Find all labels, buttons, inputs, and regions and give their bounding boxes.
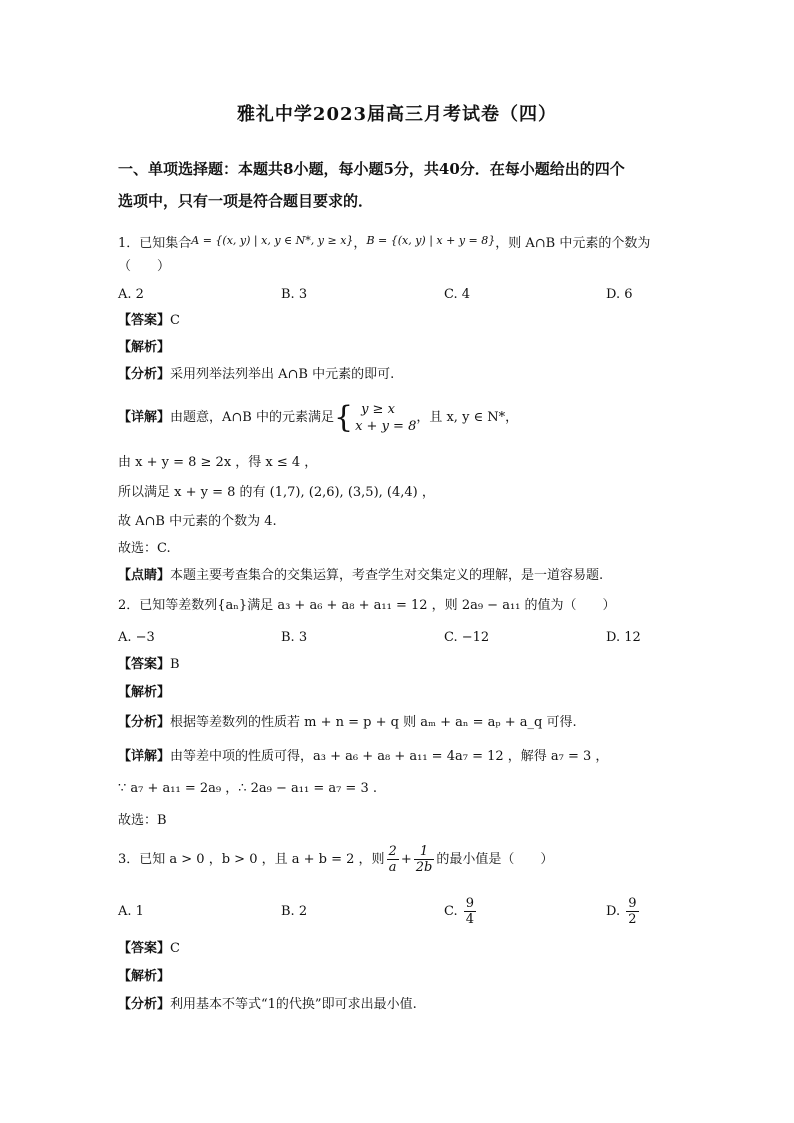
q1-option-b: B. 3: [281, 287, 308, 302]
q3-option-b: B. 2: [281, 904, 308, 919]
q1-comma: ，: [353, 236, 367, 251]
q1-set-b: B = {(x, y) | x + y = 8}: [366, 234, 496, 247]
detail-tag: 【详解】: [118, 410, 171, 425]
q1-stem: [118, 232, 650, 253]
q3-answer: [118, 940, 180, 958]
q2-analysis-tag: 【解析】: [118, 685, 171, 700]
q2-detail-line2: ∵ a₇ + a₁₁ = 2a₉ ，∴ 2a₉ − a₁₁ = a₇ = 3 .: [118, 781, 377, 796]
q2-detail-text: 由等差中项的性质可得，a₃ + a₆ + a₈ + a₁₁ = 4a₇ = 12 ，解得 a₇ = 3 ，: [170, 749, 609, 764]
q1-detail: [118, 396, 518, 440]
q2-answer-value: B: [170, 657, 180, 672]
q1-analysis-tag: 【解析】: [118, 340, 171, 355]
q2-choose: 故选：B: [118, 813, 167, 828]
q1-choose: 故选：C.: [118, 541, 171, 556]
q1-fenxi-text: 采用列举法列举出 A∩B 中元素的即可.: [170, 367, 395, 382]
q2-detail: [118, 748, 608, 766]
q3-analysis-tag: 【解析】: [118, 969, 171, 984]
q3-stem-prefix: 3．已知 a > 0 ，b > 0 ，且 a + b = 2 ，则: [118, 852, 385, 867]
q3-answer-value: C: [170, 941, 180, 956]
q3-fenxi: [118, 996, 417, 1014]
q1-option-d: D. 6: [606, 287, 633, 302]
q1-detail-suffix: ，且 x, y ∈ N*，: [416, 410, 519, 425]
q2-option-b: B. 3: [281, 630, 308, 645]
q3-stem: [118, 840, 553, 880]
q1-comment: [118, 567, 603, 585]
q2-option-a: A. −3: [118, 630, 155, 645]
q2-stem: 2．已知等差数列{aₙ}满足 a₃ + a₆ + a₈ + a₁₁ = 12 ，则 2a₉ − a₁₁ 的值为（ ）: [118, 598, 616, 613]
q1-stem-prefix: 1．已知集合: [118, 236, 192, 251]
q3-plus: +: [400, 852, 412, 867]
fenxi-tag: 【分析】: [118, 715, 171, 730]
comment-tag: 【点睛】: [118, 568, 171, 583]
q1-stem-suffix: ，则 A∩B 中元素的个数为: [495, 236, 651, 251]
q2-option-d: D. 12: [606, 630, 641, 645]
q3-option-d-fraction: $\frac{9}{2}$: [628, 896, 637, 927]
section-heading-line2: 选项中，只有一项是符合题目要求的．: [118, 192, 374, 210]
q1-detail-line4: 所以满足 x + y = 8 的有 (1,7), (2,6), (3,5), (4,4) ，: [118, 485, 435, 500]
q1-comment-text: 本题主要考查集合的交集运算，考查学生对交集定义的理解，是一道容易题.: [170, 568, 604, 583]
q3-option-a: A. 1: [118, 904, 144, 919]
q1-paren: （ ）: [118, 259, 171, 274]
system-brace: {: [333, 399, 354, 435]
q1-answer: [118, 312, 180, 330]
detail-tag: 【详解】: [118, 749, 171, 764]
q3-option-c: C. $\frac{9}{4}$: [444, 896, 475, 927]
q2-fenxi: [118, 714, 577, 732]
answer-tag: 【答案】: [118, 657, 171, 672]
q1-system-line1: y ≥ x: [361, 401, 395, 417]
fenxi-tag: 【分析】: [118, 997, 171, 1012]
q3-fraction-2: $\frac{1}{2b}$: [415, 844, 433, 875]
q1-answer-value: C: [170, 313, 180, 328]
q1-detail-line3: 由 x + y = 8 ≥ 2x ，得 x ≤ 4 ，: [118, 455, 318, 470]
q1-detail-prefix: 由题意，A∩B 中的元素满足: [170, 410, 334, 425]
page-title: 雅礼中学2023届高三月考试卷（四）: [236, 104, 558, 125]
q3-option-c-fraction: $\frac{9}{4}$: [465, 896, 475, 927]
q1-fenxi: [118, 366, 394, 384]
q3-fraction-1: $\frac{2}{a}$: [388, 844, 397, 875]
q2-answer: [118, 656, 180, 674]
q1-option-c: C. 4: [444, 287, 471, 302]
fenxi-tag: 【分析】: [118, 367, 171, 382]
q1-set-a: A = {(x, y) | x, y ∈ N*, y ≥ x}: [191, 234, 354, 247]
q1-equation-system: [355, 401, 416, 435]
answer-tag: 【答案】: [118, 313, 171, 328]
q1-system-line2: x + y = 8: [355, 418, 417, 434]
q2-fenxi-text: 根据等差数列的性质若 m + n = p + q 则 aₘ + aₙ = aₚ + a_q 可得.: [170, 715, 577, 730]
q3-fenxi-text: 利用基本不等式“1的代换”即可求出最小值.: [170, 997, 417, 1012]
q3-option-d: D. $\frac{9}{2}$: [606, 896, 637, 927]
section-heading-line1: 一、单项选择题：本题共8小题，每小题5分，共40分．在每小题给出的四个: [118, 160, 625, 178]
q1-option-a: A. 2: [118, 287, 144, 302]
q1-detail-line5: 故 A∩B 中元素的个数为 4.: [118, 514, 277, 529]
answer-tag: 【答案】: [118, 941, 171, 956]
q2-option-c: C. −12: [444, 630, 490, 645]
q3-stem-suffix: 的最小值是（ ）: [436, 852, 554, 867]
